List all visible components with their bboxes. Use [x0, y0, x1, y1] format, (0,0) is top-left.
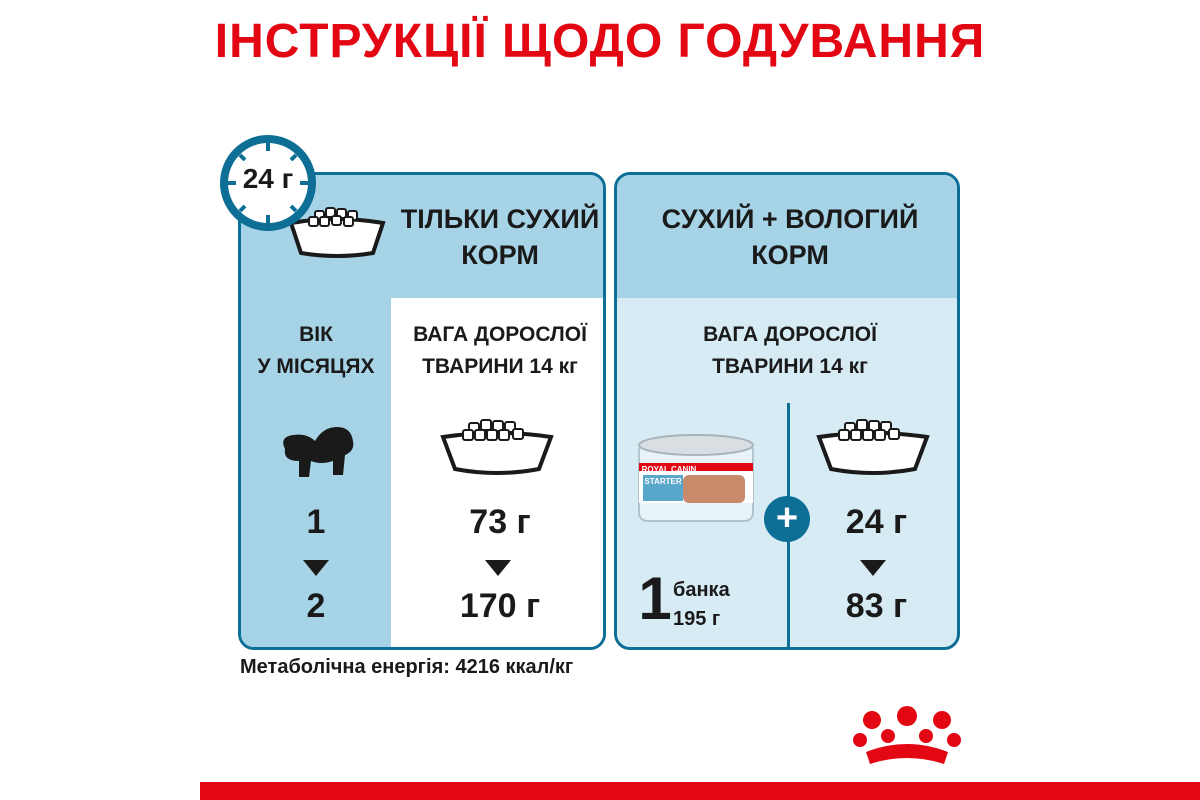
age-header: [241, 319, 391, 383]
age-from: 1: [306, 503, 326, 541]
age-arrow-icon: [303, 560, 329, 576]
weight-header-right-line2: ТВАРИНИ 14 кг: [712, 355, 868, 378]
age-to: 2: [306, 587, 326, 625]
clock-label: 24 г: [242, 163, 294, 194]
mixed-arrow-icon: [860, 560, 886, 576]
brand-red-bar: [200, 782, 1200, 800]
can-count: 1: [638, 565, 672, 632]
mixed-dry-from: 24 г: [845, 503, 908, 541]
can-brand: ROYAL CANIN: [641, 465, 697, 474]
weight-header-line1: ВАГА ДОРОСЛОЇ: [413, 323, 587, 346]
dry-amount-from: 73 г: [469, 503, 531, 541]
page-title: ІНСТРУКЦІЇ ЩОДО ГОДУВАННЯ: [214, 15, 986, 68]
puppy-icon: [271, 419, 361, 483]
dry-only-title-line2: КОРМ: [461, 240, 539, 270]
age-header-line2: У МІСЯЦЯХ: [257, 355, 375, 378]
dry-wet-panel: [614, 172, 960, 650]
can-label: банка: [673, 579, 730, 601]
dry-bowl-icon-3: [813, 415, 933, 477]
dry-amount-to: 170 г: [459, 587, 541, 625]
weight-header-right-line1: ВАГА ДОРОСЛОЇ: [703, 323, 877, 346]
can-weight: 195 г: [673, 608, 721, 630]
dry-bowl-icon-2: [437, 415, 557, 477]
can-product: STARTER: [644, 477, 682, 486]
dry-only-panel: [238, 172, 606, 650]
dry-wet-title: [617, 201, 960, 273]
dry-wet-title-line1: СУХИЙ + ВОЛОГИЙ: [661, 204, 919, 234]
metabolic-energy-note: Метаболічна енергія: 4216 ккал/кг: [240, 656, 574, 678]
royal-canin-crown-logo: [852, 706, 962, 772]
dry-arrow-icon: [485, 560, 511, 576]
dry-only-title: [391, 201, 606, 273]
weight-header-right: [617, 319, 960, 383]
dry-wet-title-line2: КОРМ: [751, 240, 829, 270]
age-header-line1: ВІК: [299, 323, 333, 346]
weight-header: [391, 319, 606, 383]
plus-icon: +: [764, 496, 810, 542]
dry-only-title-line1: ТІЛЬКИ СУХИЙ: [400, 204, 600, 234]
weight-header-line2: ТВАРИНИ 14 кг: [422, 355, 578, 378]
mixed-dry-to: 83 г: [845, 587, 908, 625]
